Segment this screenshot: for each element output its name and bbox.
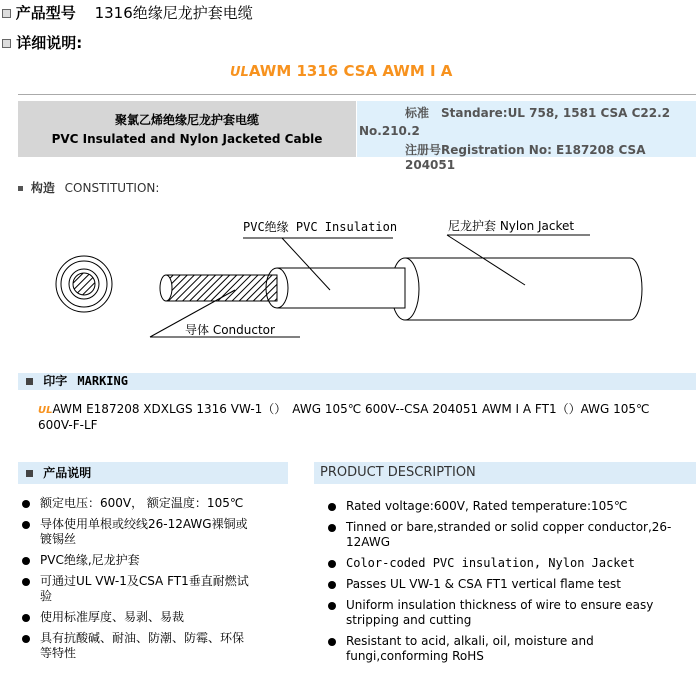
bullet-dot-icon	[22, 500, 30, 508]
desc-en-section-bar	[314, 462, 696, 484]
certification-banner	[230, 62, 452, 80]
bullet-dot-icon	[328, 638, 336, 646]
conductor-label: 导体 Conductor	[185, 323, 275, 337]
bullet-dot-icon	[328, 503, 336, 511]
marking-line2: 600V-F-LF	[38, 418, 98, 432]
list-item-cont: fungi,conforming RoHS	[346, 649, 484, 663]
marking-section-bar	[18, 373, 696, 390]
cross-section-icon	[56, 256, 112, 312]
detail-label: 详细说明:	[16, 34, 83, 52]
list-item-cont: stripping and cutting	[346, 613, 472, 627]
banner-text: AWM 1316 CSA AWM Ⅰ A	[248, 62, 453, 80]
square-bullet-icon	[2, 39, 11, 48]
list-item-cont: 镀锡丝	[40, 532, 77, 546]
product-model-row	[2, 2, 253, 23]
detail-row	[2, 32, 82, 53]
bullet-dot-icon	[328, 581, 336, 589]
list-item-cont: 12AWG	[346, 535, 390, 549]
insulation-label: PVC绝缘 PVC Insulation	[243, 220, 398, 234]
pvc-insulation-shape	[266, 268, 405, 308]
list-item: 具有抗酸碱、耐油、防潮、防霉、环保	[18, 631, 288, 646]
marking-title: 印字	[43, 374, 68, 388]
list-item: 导体使用单根或绞线26-12AWG裸铜或	[18, 517, 288, 532]
conductor-shape	[160, 275, 277, 301]
spec-standard-cell	[357, 101, 696, 172]
bullet-dot-icon	[328, 602, 336, 610]
desc-cn-section-bar	[18, 462, 288, 484]
list-item: Passes UL VW-1 & CSA FT1 vertical flame test	[324, 577, 696, 592]
list-item: Rated voltage:600V, Rated temperature:105℃	[324, 499, 696, 514]
marking-line1: AWM E187208 XDXLGS 1316 VW-1（） AWG 105℃ 600V--CSA 204051 AWM I A FT1（）AWG 105℃	[52, 402, 650, 416]
desc-en-list	[324, 499, 696, 664]
list-item: Tinned or bare,stranded or solid copper conductor,26-	[324, 520, 696, 535]
marking-title-en: MARKING	[77, 374, 128, 388]
square-bullet-icon	[26, 470, 33, 477]
list-item: Color-coded PVC insulation, Nylon Jacket	[324, 556, 696, 571]
construction-title-en: CONSTITUTION:	[64, 181, 160, 195]
bullet-dot-icon	[22, 578, 30, 586]
list-item-cont: 验	[40, 589, 53, 603]
list-item: Uniform insulation thickness of wire to ensure easy	[324, 598, 696, 613]
spec-registration: 注册号Registration No: E187208 CSA 204051	[405, 143, 646, 172]
desc-cn-title: 产品说明	[43, 466, 92, 480]
nylon-jacket-shape	[391, 258, 642, 320]
divider	[18, 94, 696, 95]
spec-name-cn: 聚氯乙烯绝缘尼龙护套电缆	[114, 113, 259, 127]
bullet-dot-icon	[22, 635, 30, 643]
marking-text	[38, 402, 688, 433]
ul-logo-icon: UL	[38, 405, 53, 416]
bullet-dot-icon	[22, 521, 30, 529]
list-item: PVC绝缘,尼龙护套	[18, 553, 288, 568]
construction-title: 构造	[30, 181, 55, 195]
bullet-dot-icon	[22, 614, 30, 622]
spec-name-cell	[18, 101, 356, 157]
square-bullet-icon	[2, 9, 11, 18]
desc-cn-list	[18, 496, 288, 661]
spec-standard-cont: No.210.2	[359, 124, 420, 138]
model-label: 产品型号	[15, 4, 76, 22]
list-item: Resistant to acid, alkali, oil, moisture and	[324, 634, 696, 649]
list-item: 使用标准厚度、易剥、易裁	[18, 610, 288, 625]
spec-name-en: PVC Insulated and Nylon Jacketed Cable	[51, 132, 323, 146]
ul-logo-icon: UL	[230, 65, 249, 80]
square-bullet-icon	[26, 378, 33, 385]
square-bullet-icon	[18, 186, 23, 191]
bullet-dot-icon	[328, 524, 336, 532]
spec-standard: 标准 Standare:UL 758, 1581 CSA C22.2	[405, 106, 671, 120]
bullet-dot-icon	[328, 560, 336, 568]
list-item: 额定电压：600V， 额定温度：105℃	[18, 496, 288, 511]
desc-en-title: PRODUCT DESCRIPTION	[320, 465, 476, 480]
construction-heading	[18, 179, 159, 196]
list-item-cont: 等特性	[40, 646, 77, 660]
bullet-dot-icon	[22, 557, 30, 565]
model-value: 1316绝缘尼龙护套电缆	[94, 4, 253, 22]
jacket-label: 尼龙护套 Nylon Jacket	[448, 219, 575, 233]
list-item: 可通过UL VW-1及CSA FT1垂直耐燃试	[18, 574, 288, 589]
